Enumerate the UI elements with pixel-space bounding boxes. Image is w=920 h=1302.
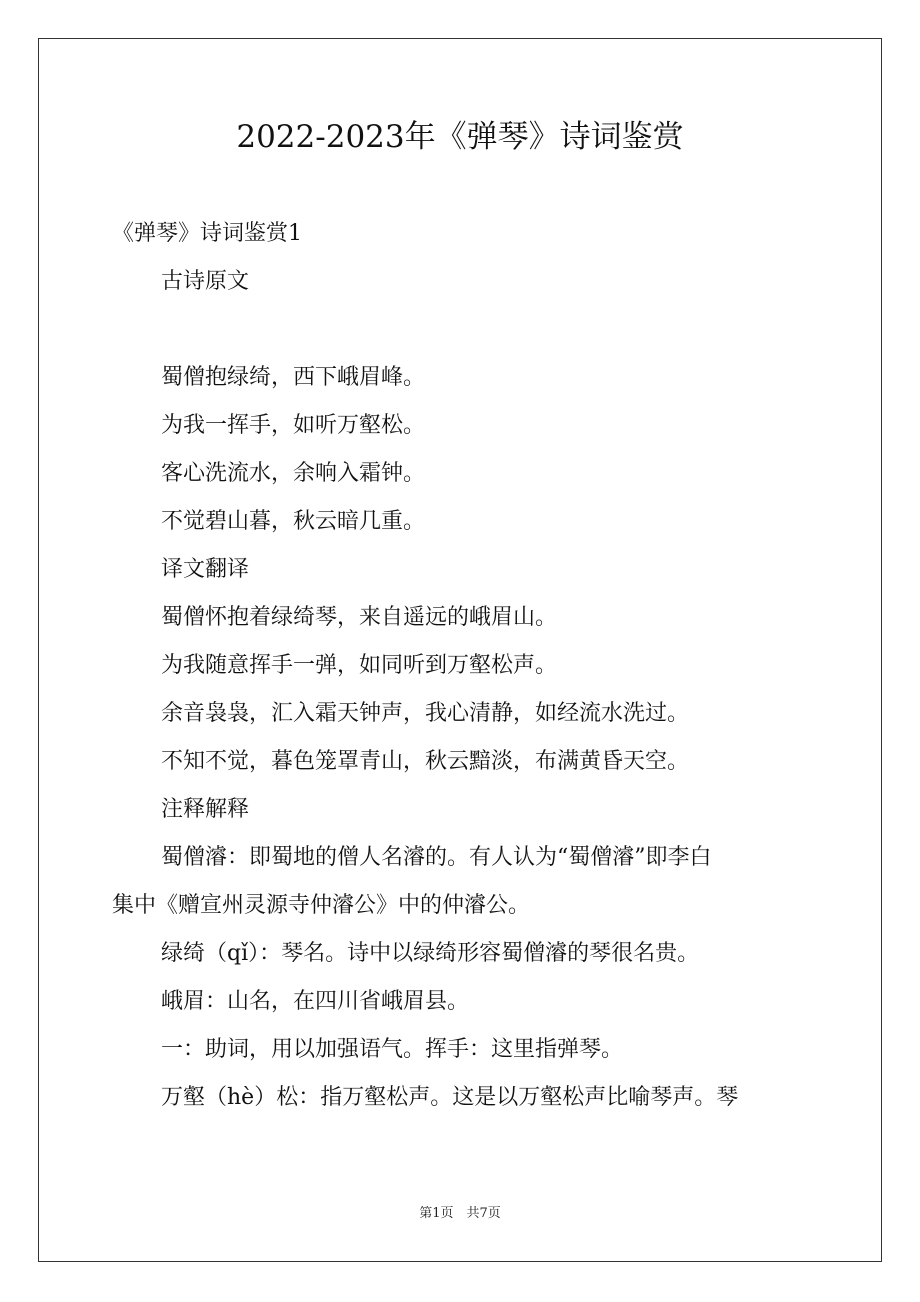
section-heading: 《弹琴》诗词鉴赏1	[112, 221, 302, 246]
translation-line: 蜀僧怀抱着绿绮琴，来自遥远的峨眉山。	[161, 605, 558, 630]
note-item-continuation: 集中《赠宣州灵源寺仲濬公》中的仲濬公。	[112, 893, 531, 918]
poem-line: 为我一挥手，如听万壑松。	[161, 413, 426, 438]
translation-line: 余音袅袅，汇入霜天钟声，我心清静，如经流水洗过。	[161, 701, 690, 726]
note-item: 蜀僧濬：即蜀地的僧人名濬的。有人认为“蜀僧濬”即李白	[161, 845, 712, 870]
poem-line: 蜀僧抱绿绮，西下峨眉峰。	[161, 365, 426, 390]
note-item: 峨眉：山名，在四川省峨眉县。	[161, 989, 470, 1014]
document-title: 2022-2023年《弹琴》诗词鉴赏	[236, 119, 684, 155]
translation-line: 为我随意挥手一弹，如同听到万壑松声。	[161, 653, 558, 678]
document-body	[112, 210, 812, 1122]
poem-line: 客心洗流水，余响入霜钟。	[161, 461, 426, 486]
note-item: 一：助词，用以加强语气。挥手：这里指弹琴。	[161, 1037, 624, 1062]
note-item: 绿绮（qǐ）：琴名。诗中以绿绮形容蜀僧濬的琴很名贵。	[161, 941, 700, 966]
original-heading: 古诗原文	[161, 269, 250, 294]
page-number-footer: 第1页 共7页	[419, 1206, 501, 1221]
blank-line	[112, 306, 812, 354]
notes-heading: 注释解释	[161, 797, 250, 822]
note-item: 万壑（hè）松：指万壑松声。这是以万壑松声比喻琴声。琴	[161, 1085, 739, 1110]
poem-line: 不觉碧山暮，秋云暗几重。	[161, 509, 426, 534]
translation-line: 不知不觉，暮色笼罩青山，秋云黯淡，布满黄昏天空。	[161, 749, 690, 774]
translation-heading: 译文翻译	[161, 557, 250, 582]
